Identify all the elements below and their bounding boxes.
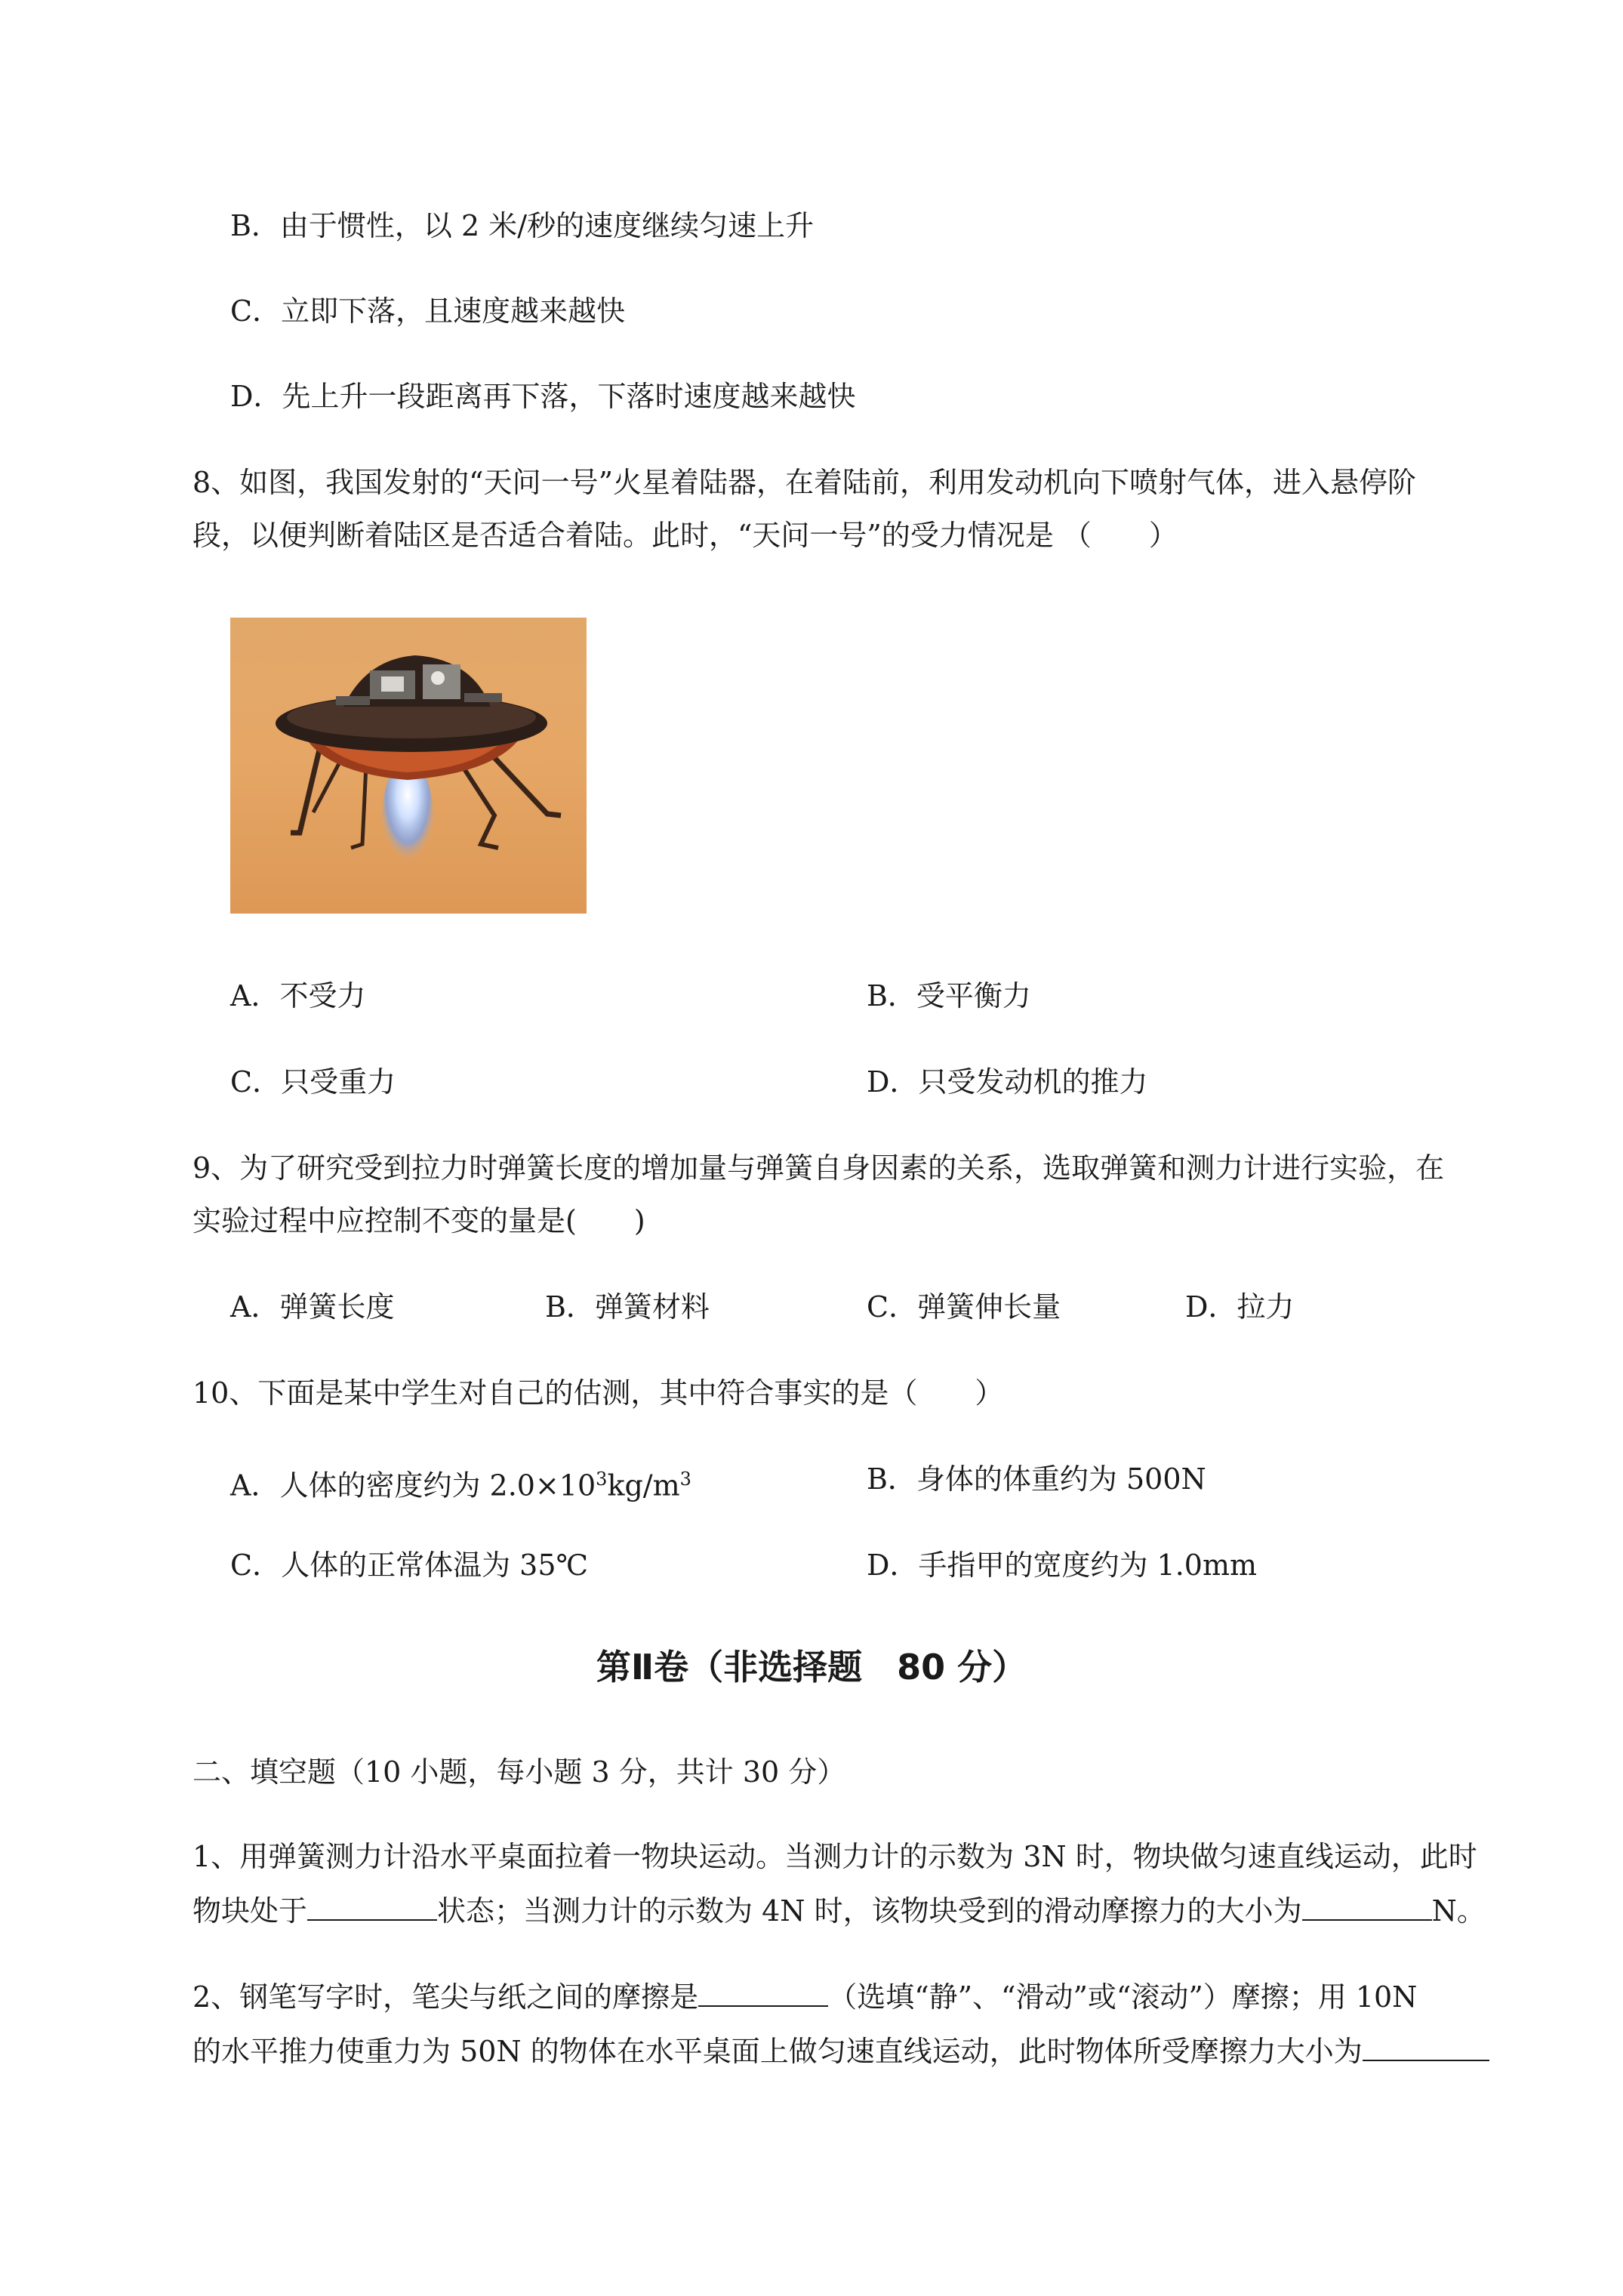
fill2-line2 (192, 2031, 1489, 2070)
q9-option-b: B．弹簧材料 (545, 1290, 710, 1324)
q7-option-d: D．先上升一段距离再下落，下落时速度越来越快 (230, 380, 856, 413)
q8-stem-line1: 8、如图，我国发射的“天问一号”火星着陆器，在着陆前，利用发动机向下喷射气体，进入悬停阶 (192, 466, 1417, 499)
q10-option-d: D．手指甲的宽度约为 1.0mm (867, 1549, 1258, 1582)
fill-in-heading: 二、填空题（10 小题，每小题 3 分，共计 30 分） (192, 1755, 846, 1789)
mars-lander-image (230, 618, 587, 914)
fill2-text-c: 的水平推力使重力为 50N 的物体在水平桌面上做匀速直线运动，此时物体所受摩擦力大小为 (192, 2035, 1363, 2068)
q10-option-a-text: A．人体的密度约为 2.0×10 (230, 1469, 596, 1502)
fill1-blank-2[interactable] (1302, 1891, 1432, 1921)
q8-stem-line2: 段，以便判断着陆区是否适合着陆。此时，“天问一号”的受力情况是 （ ） (192, 519, 1178, 552)
fill1-line2 (192, 1891, 1486, 1930)
q10-option-a-unit: kg/m (607, 1469, 680, 1502)
q10-option-c: C．人体的正常体温为 35℃ (230, 1549, 589, 1582)
fill2-text-a: 2、钢笔写字时，笔尖与纸之间的摩擦是 (192, 1980, 699, 2014)
q9-stem-line1: 9、为了研究受到拉力时弹簧长度的增加量与弹簧自身因素的关系，选取弹簧和测力计进行实验，在 (192, 1151, 1445, 1185)
q10-option-b: B．身体的体重约为 500N (867, 1462, 1206, 1496)
part-two-title: 第Ⅱ卷（非选择题 80 分） (596, 1647, 1027, 1687)
q7-option-c: C．立即下落，且速度越来越快 (230, 294, 626, 328)
q9-option-c: C．弹簧伸长量 (867, 1290, 1061, 1324)
fill2-blank-2[interactable] (1363, 2031, 1489, 2061)
fill1-text-c: N。 (1431, 1894, 1486, 1928)
fill1-text-a: 物块处于 (192, 1894, 308, 1928)
q10-option-a (230, 1460, 691, 1505)
fill2-blank-1[interactable] (698, 1977, 828, 2007)
fill1-blank-1[interactable] (307, 1891, 437, 1921)
q8-option-a: A．不受力 (230, 979, 366, 1012)
q7-option-b: B．由于惯性，以 2 米/秒的速度继续匀速上升 (230, 209, 815, 242)
q10-stem: 10、下面是某中学生对自己的估测，其中符合事实的是（ ） (192, 1376, 1004, 1410)
q8-option-d: D．只受发动机的推力 (867, 1065, 1148, 1099)
fill1-text-b: 状态；当测力计的示数为 4N 时，该物块受到的滑动摩擦力的大小为 (437, 1894, 1302, 1928)
fill2-line1 (192, 1977, 1417, 2016)
q9-option-d: D．拉力 (1185, 1290, 1295, 1324)
fill2-text-b: （选填“静”、“滑动”或“滚动”）摩擦；用 10N (828, 1980, 1418, 2014)
q9-option-a: A．弹簧长度 (230, 1290, 395, 1324)
q10-option-a-unit-exp: 3 (679, 1469, 691, 1490)
q8-option-c: C．只受重力 (230, 1065, 396, 1099)
q10-option-a-exp: 3 (596, 1469, 608, 1490)
q8-option-b: B．受平衡力 (867, 979, 1031, 1012)
fill1-line1: 1、用弹簧测力计沿水平桌面拉着一物块运动。当测力计的示数为 3N 时，物块做匀速直线运动，此时 (192, 1840, 1477, 1873)
q9-stem-line2: 实验过程中应控制不变的量是( ) (192, 1204, 645, 1237)
